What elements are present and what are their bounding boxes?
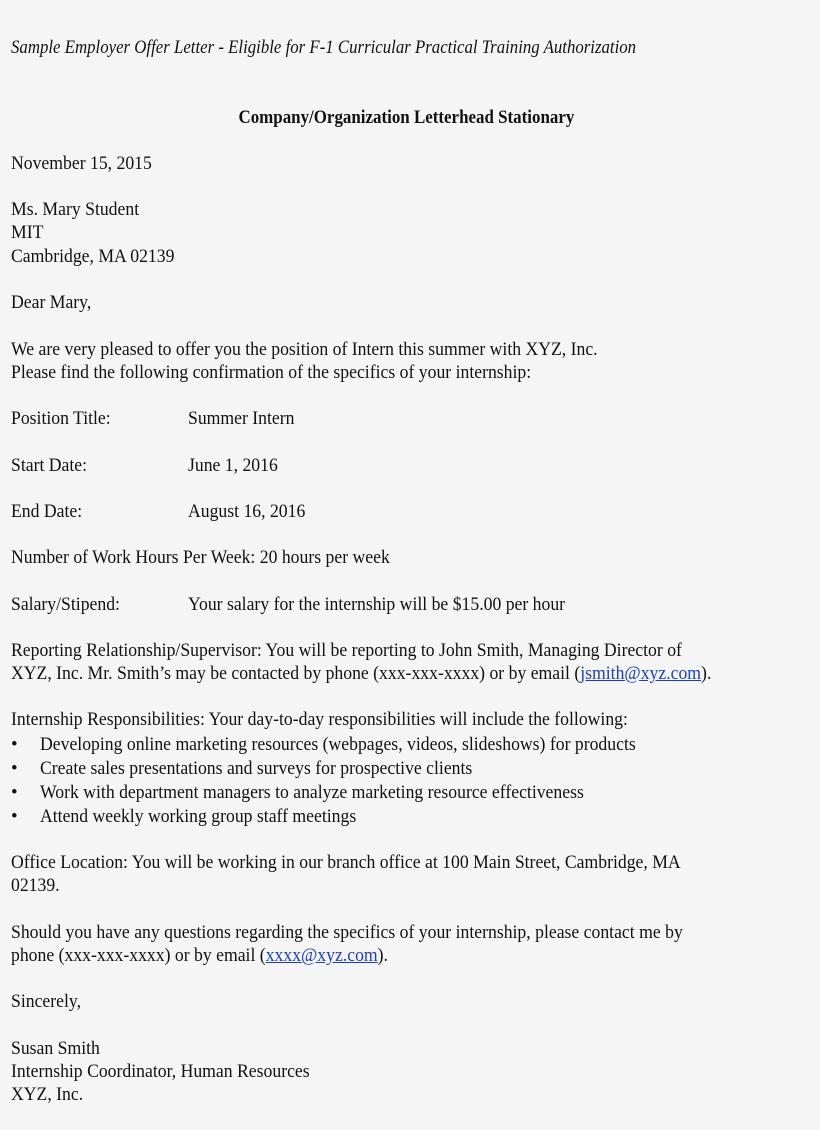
signer-title: Internship Coordinator, Human Resources	[11, 1061, 310, 1082]
recipient-name: Ms. Mary Student	[11, 199, 140, 220]
supervisor-line-1: Reporting Relationship/Supervisor: You will be reporting to John Smith, Managing Director of	[11, 640, 682, 661]
end-date-value: August 16, 2016	[188, 501, 306, 522]
recipient-city: Cambridge, MA 02139	[11, 246, 175, 267]
list-item-text: Developing online marketing resources (webpages, videos, slideshows) for products	[40, 734, 636, 755]
letterhead-text: Company/Organization Letterhead Stationary	[238, 107, 574, 128]
closing: Sincerely,	[11, 991, 82, 1012]
supervisor-line-2-text: XYZ, Inc. Mr. Smith’s may be contacted by phone (xxx-xxx-xxxx) or by email (	[11, 663, 581, 684]
bullet-icon: •	[11, 758, 18, 779]
intro-line-2: Please find the following confirmation of the specifics of your internship:	[11, 362, 532, 383]
start-date-value: June 1, 2016	[188, 455, 278, 476]
salary-label: Salary/Stipend:	[11, 594, 120, 615]
questions-line-2-end: ).	[377, 945, 388, 966]
bullet-icon: •	[11, 782, 18, 803]
position-title-label: Position Title:	[11, 408, 111, 429]
contact-email-link[interactable]: xxxx@xyz.com	[265, 945, 378, 966]
recipient-org: MIT	[11, 222, 44, 243]
salary-value: Your salary for the internship will be $15.00 per hour	[188, 594, 566, 615]
bullet-icon: •	[11, 734, 18, 755]
signer-name: Susan Smith	[11, 1038, 100, 1059]
questions-line-2	[11, 944, 388, 967]
office-line-2: 02139.	[11, 875, 60, 896]
questions-line-1: Should you have any questions regarding the specifics of your internship, please contact me by	[11, 922, 683, 943]
end-date-label: End Date:	[11, 501, 83, 522]
document-title: Sample Employer Offer Letter - Eligible for F-1 Curricular Practical Training Authorization	[11, 37, 637, 58]
bullet-icon: •	[11, 806, 18, 827]
questions-line-2-text: phone (xxx-xxx-xxxx) or by email (	[11, 945, 266, 966]
salutation: Dear Mary,	[11, 292, 92, 313]
intro-line-1: We are very pleased to offer you the position of Intern this summer with XYZ, Inc.	[11, 339, 598, 360]
work-hours: Number of Work Hours Per Week: 20 hours per week	[11, 547, 390, 568]
supervisor-line-2-end: ).	[701, 663, 712, 684]
list-item-text: Attend weekly working group staff meetings	[40, 806, 357, 827]
start-date-label: Start Date:	[11, 455, 88, 476]
office-line-1: Office Location: You will be working in our branch office at 100 Main Street, Cambridge, MA	[11, 852, 681, 873]
letterhead-heading	[0, 106, 812, 129]
letter-date: November 15, 2015	[11, 153, 152, 174]
position-title-value: Summer Intern	[188, 408, 295, 429]
signer-company: XYZ, Inc.	[11, 1084, 84, 1105]
responsibilities-intro: Internship Responsibilities: Your day-to-day responsibilities will include the following:	[11, 709, 628, 730]
supervisor-line-2	[11, 662, 711, 685]
list-item-text: Create sales presentations and surveys for prospective clients	[40, 758, 473, 779]
list-item-text: Work with department managers to analyze marketing resource effectiveness	[40, 782, 584, 803]
supervisor-email-link[interactable]: jsmith@xyz.com	[580, 663, 702, 684]
